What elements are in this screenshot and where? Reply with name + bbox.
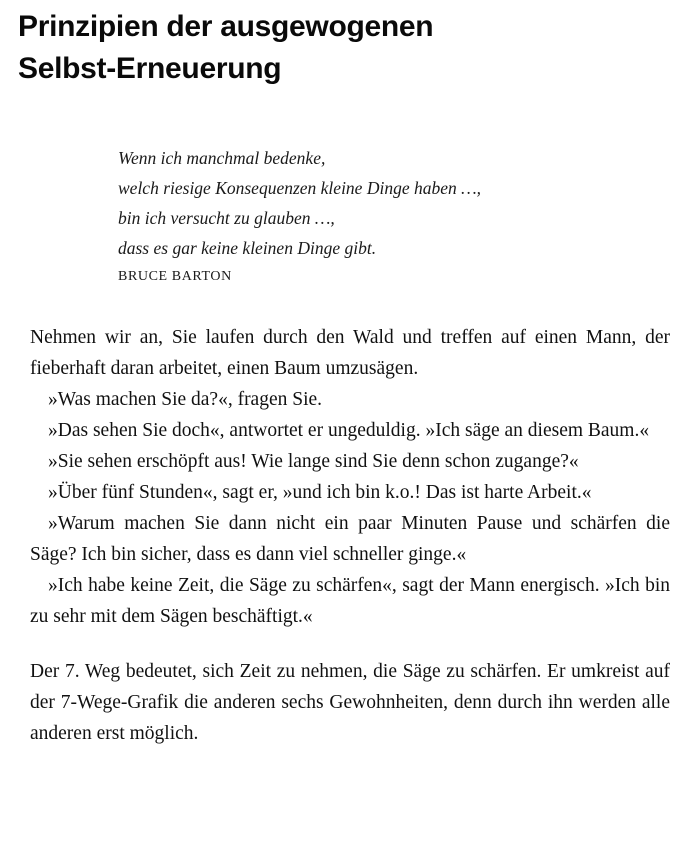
epigraph-author: BRUCE BARTON [118, 269, 232, 284]
epigraph-line: Wenn ich manchmal bedenke, [118, 148, 326, 168]
body-text [30, 322, 670, 749]
dialogue-paragraph: »Sie sehen erschöpft aus! Wie lange sind Sie denn schon zugange?« [48, 451, 579, 472]
epigraph-line: welch riesige Konsequenzen kleine Dinge haben …, [118, 178, 482, 198]
dialogue-paragraph: »Warum machen Sie dann nicht ein paar Minuten Pause und schärfen die Säge? Ich bin sicher, dass es dann viel schneller ginge.« [30, 513, 670, 565]
dialogue-paragraph: »Ich habe keine Zeit, die Säge zu schärfen«, sagt der Mann energisch. »Ich bin zu sehr mit dem Sägen beschäftigt.« [30, 575, 670, 627]
epigraph-quote [118, 143, 598, 285]
dialogue-paragraph: »Das sehen Sie doch«, antwortet er ungeduldig. »Ich säge an diesem Baum.« [48, 420, 650, 441]
chapter-title-line-1: Prinzipien der ausgewogenen [18, 10, 434, 43]
dialogue-paragraph: »Über fünf Stunden«, sagt er, »und ich bin k.o.! Das ist harte Arbeit.« [48, 482, 592, 503]
conclusion-paragraph: Der 7. Weg bedeutet, sich Zeit zu nehmen, die Säge zu schärfen. Er umkreist auf der 7-Wege-Grafik die anderen sechs Gewohnheiten, denn durch ihn werden alle anderen erst möglich. [30, 661, 670, 744]
chapter-title-line-2: Selbst-Erneuerung [18, 52, 282, 85]
dialogue-paragraph: »Was machen Sie da?«, fragen Sie. [48, 389, 323, 410]
epigraph-line: dass es gar keine kleinen Dinge gibt. [118, 238, 377, 258]
epigraph-line: bin ich versucht zu glauben …, [118, 208, 335, 228]
body-paragraph: Nehmen wir an, Sie laufen durch den Wald und treffen auf einen Mann, der fieberhaft daran arbeitet, einen Baum umzusägen. [30, 327, 670, 379]
chapter-title [18, 6, 433, 90]
